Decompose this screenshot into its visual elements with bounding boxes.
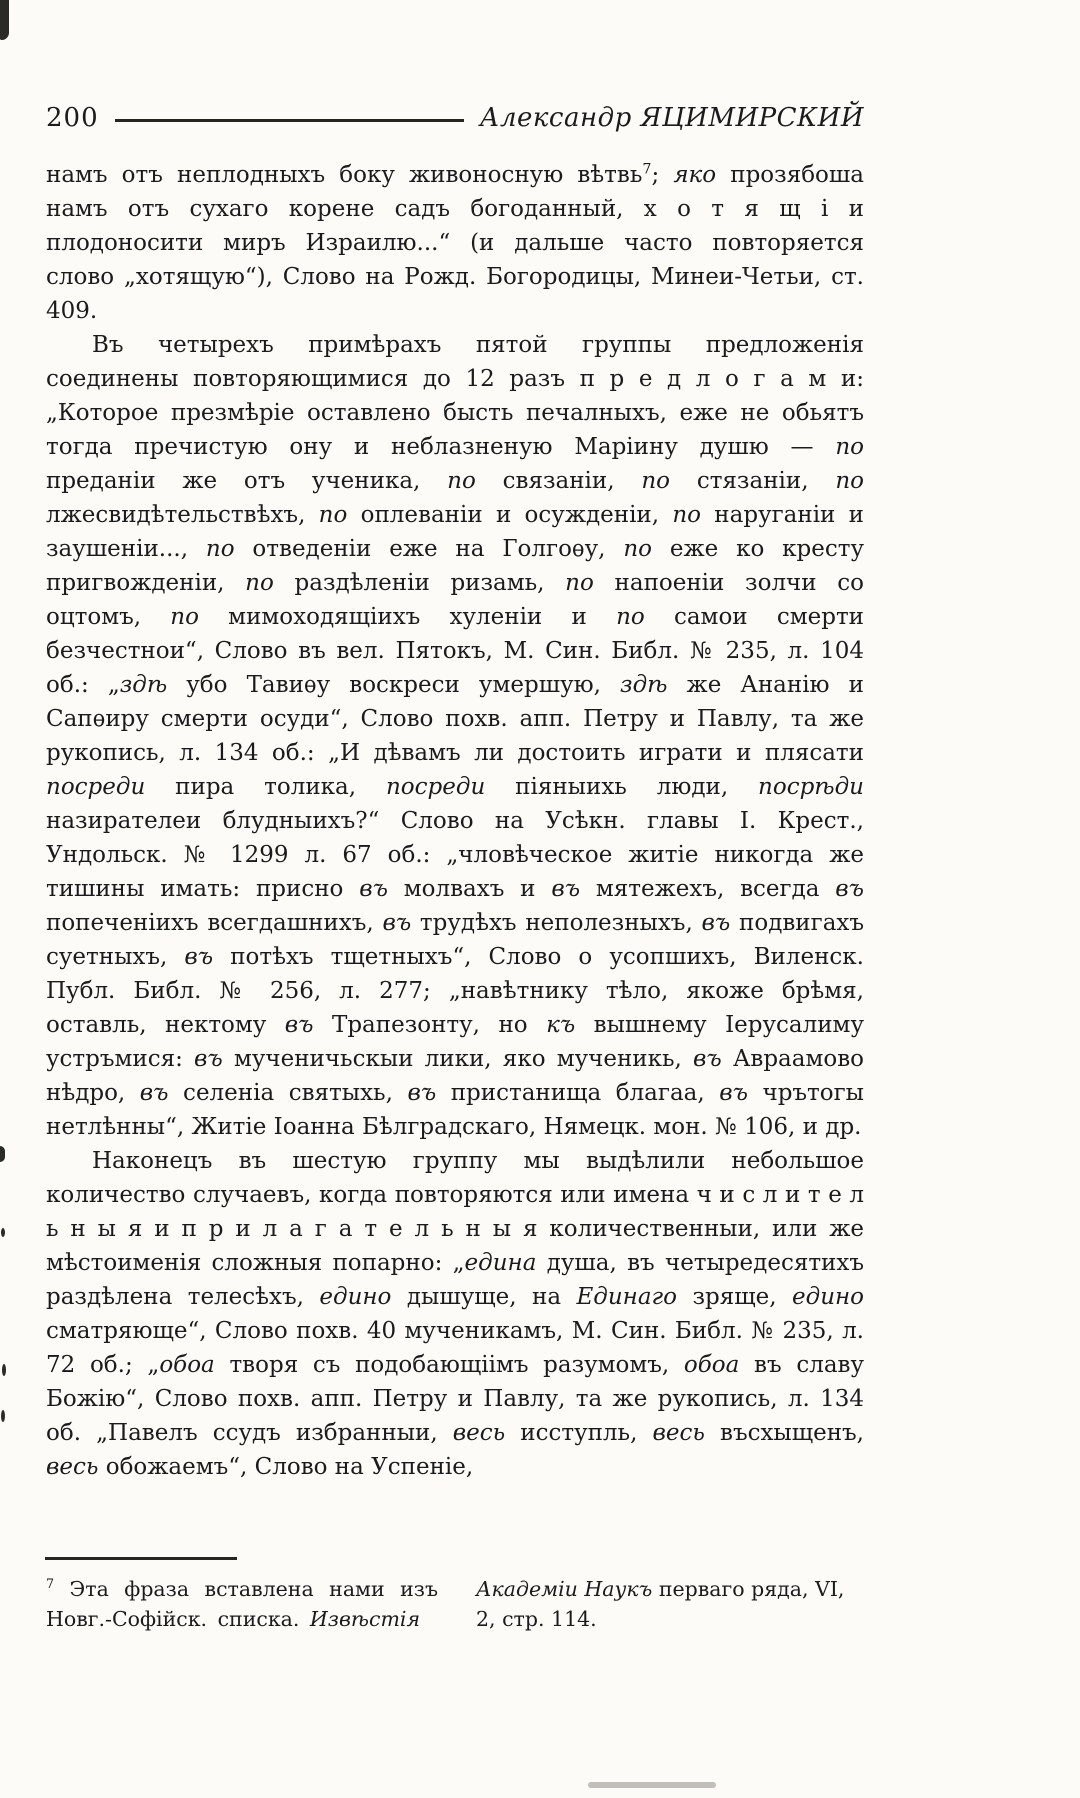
text-segment: Авраамово нѣдро,	[46, 1046, 865, 1106]
scan-artifact	[0, 1146, 5, 1162]
footnote-marker: 7	[46, 1576, 55, 1592]
text-segment: зряще,	[677, 1284, 792, 1310]
text-segment: Извѣстія	[309, 1607, 421, 1631]
text-segment: въ	[194, 1046, 223, 1072]
text-segment: преданіи же отъ ученика,	[46, 468, 448, 494]
text-segment: раздѣленіи ризамь,	[273, 570, 566, 596]
text-segment: посреди	[385, 774, 486, 800]
text-segment: чрътогы нетлѣнны“, Житіе Іоанна Бѣлградскаго, Нямецк. мон. № 106, и др.	[46, 1080, 864, 1140]
text-segment: въ	[139, 1080, 169, 1106]
text-segment: дышуще, на	[391, 1284, 577, 1310]
text-segment: Трапезонту, но	[313, 1012, 547, 1038]
text-segment: отведеніи еже на Голгоѳу,	[234, 536, 624, 562]
footnote-marker: 7	[642, 161, 652, 178]
text-segment: пира толика,	[145, 774, 386, 800]
text-segment: же Ананію и Сапѳиру смерти осуди“, Слово похв. апп. Петру и Павлу, та же рукопись, л. 134 об.: „И дѣвамъ ли достоить играти и плясати	[46, 672, 864, 766]
page-number: 200	[46, 103, 99, 133]
text-segment: весь	[452, 1420, 506, 1446]
text-segment: по	[170, 604, 199, 630]
text-segment: весь	[652, 1420, 705, 1446]
scan-artifact	[1, 1228, 5, 1237]
body-text	[46, 158, 864, 1484]
text-segment: въ	[284, 1012, 314, 1038]
text-segment: здѣ	[620, 672, 668, 698]
text-segment: Эта фраза вставлена нами изъ Новг.-Софійск. списка.	[46, 1577, 438, 1631]
text-segment: едино	[792, 1284, 864, 1310]
text-segment: убо Тавиѳу воскреси умершую,	[167, 672, 621, 698]
text-segment: посрѣди	[758, 774, 864, 800]
paragraph	[46, 328, 864, 1144]
text-segment: въ	[693, 1046, 722, 1072]
running-head-author: Александр ЯЦИМИРСКИЙ	[479, 103, 864, 133]
paragraph	[46, 158, 864, 328]
text-segment: по	[245, 570, 274, 596]
text-segment: исступль,	[505, 1420, 653, 1446]
footnote	[46, 1574, 870, 1634]
paragraph	[46, 1144, 864, 1484]
text-segment: молвахъ и	[387, 876, 552, 902]
text-segment: еже ко кресту пригвожденіи,	[46, 536, 865, 596]
text-segment: Академіи Наукъ	[476, 1577, 653, 1601]
text-segment: въ	[551, 876, 581, 902]
text-segment: едина	[464, 1250, 537, 1276]
scan-artifact	[1, 1410, 5, 1422]
text-segment: въ	[382, 910, 412, 936]
text-segment: перваго ряда, VI, 2, стр. 114.	[476, 1577, 845, 1631]
text-segment: намъ отъ неплодныхъ боку живоносную вѣтвь	[46, 162, 643, 188]
text-segment: обоа	[683, 1352, 740, 1378]
text-segment: мученичьскыи лики, яко мученикь,	[222, 1046, 694, 1072]
text-segment: вышнему Іерусалиму устръмися:	[46, 1012, 864, 1072]
text-segment: по	[205, 536, 235, 562]
text-segment: по	[835, 468, 864, 494]
text-segment: потѣхъ тщетныхъ“, Слово о усопшихъ, Виленск. Публ. Библ. № 256, л. 277; „навѣтнику тѣло, якоже брѣмя, оставль, нектому	[46, 944, 864, 1038]
text-segment: трудѣхъ неполезныхъ,	[411, 910, 702, 936]
header-rule	[115, 119, 464, 122]
text-segment: наруганіи и заушеніи...,	[46, 502, 864, 562]
text-segment: оплеваніи и осужденіи,	[347, 502, 673, 528]
text-segment: яко	[673, 162, 717, 188]
text-segment: въ	[359, 876, 388, 902]
footnote-rule	[45, 1557, 237, 1560]
text-segment: самои смерти безчестнои“, Слово въ вел. Пятокъ, М. Син. Библ. № 235, л. 104 об.: „	[46, 604, 865, 698]
text-segment: пристанища благаа,	[436, 1080, 720, 1106]
text-segment: подвигахъ суетныхъ,	[46, 910, 865, 970]
text-segment: весь	[46, 1454, 99, 1480]
text-segment: въ	[835, 876, 864, 902]
text-segment: по	[641, 468, 671, 494]
text-segment: Наконецъ въ шестую группу мы выдѣлили небольшое количество случаевъ, когда повторяются или имена ч и с л и т е л ь н ы я и п р и л а г а т е л ь н ы я количественныи, или же мѣстоименія сложныя попарно: „	[46, 1148, 864, 1276]
text-segment: сматряюще“, Слово похв. 40 мученикамъ, М. Син. Библ. № 235, л. 72 об.; „	[46, 1318, 864, 1378]
text-segment: ;	[651, 162, 674, 188]
text-segment: піяныихь люди,	[485, 774, 759, 800]
text-segment: творя съ подобающіімъ разумомъ,	[214, 1352, 684, 1378]
text-segment: обоа	[159, 1352, 215, 1378]
page-header	[46, 103, 864, 133]
text-segment: Въ четырехъ примѣрахъ пятой группы предложенія соединены повторяющимися до 12 разъ п р е д л о г а м и: „Которое презмѣріе оставлено бысть печалныхъ, еже не обьятъ тогда пречистую ону и неблазненую Маріину душю —	[46, 332, 864, 460]
text-segment: по	[623, 536, 652, 562]
text-segment: въ	[719, 1080, 748, 1106]
text-segment: по	[447, 468, 476, 494]
text-segment: въсхыщенъ,	[704, 1420, 864, 1446]
text-segment: въ	[407, 1080, 437, 1106]
footnote-right	[476, 1574, 870, 1634]
text-segment: по	[565, 570, 594, 596]
text-segment: въ	[184, 944, 214, 970]
text-segment: въ	[701, 910, 731, 936]
text-segment: стязаніи,	[670, 468, 836, 494]
text-segment: посреди	[46, 774, 146, 800]
text-segment: здѣ	[119, 672, 168, 698]
text-segment: къ	[546, 1012, 576, 1038]
text-segment: по	[318, 502, 348, 528]
scan-artifact	[588, 1782, 716, 1788]
text-segment: мимоходящіихъ хуленіи и	[198, 604, 617, 630]
footnote-left	[46, 1574, 438, 1634]
text-segment: Единаго	[576, 1284, 678, 1310]
text-segment: обожаемъ“, Слово на Успеніе,	[98, 1454, 474, 1480]
text-segment: мятежехъ, всегда	[580, 876, 836, 902]
text-segment: душа, въ четыредесятихъ раздѣлена телесѣхъ,	[46, 1250, 864, 1310]
text-segment: назирателеи блудныихъ?“ Слово на Усѣкн. главы І. Крест., Ундольск. № 1299 л. 67 об.: „чловѣческое житіе никогда же тишины имать: присно	[46, 808, 864, 902]
scan-artifact	[2, 1364, 6, 1376]
text-segment: связаніи,	[475, 468, 642, 494]
text-segment: лжесвидѣтельствѣхъ,	[46, 502, 319, 528]
text-segment: напоеніи золчи со оцтомъ,	[46, 570, 865, 630]
text-segment: въ славу Божію“, Слово похв. апп. Петру и Павлу, та же рукопись, л. 134 об. „Павелъ ссудъ избранныи,	[46, 1352, 865, 1446]
text-segment: попеченіихъ всегдашнихъ,	[46, 910, 383, 936]
text-segment: селеніа святыхь,	[168, 1080, 408, 1106]
text-segment: по	[616, 604, 645, 630]
text-segment: по	[672, 502, 702, 528]
text-segment: по	[835, 434, 864, 460]
scan-artifact	[0, 0, 9, 40]
text-segment: едино	[319, 1284, 392, 1310]
text-segment: прозябоша намъ отъ сухаго корене садъ богоданный, х о т я щ і и плодоносити миръ Израилю...“ (и дальше часто повторяется слово „хотящую“), Слово на Рожд. Богородицы, Минеи-Четьи, ст. 409.	[46, 162, 864, 324]
